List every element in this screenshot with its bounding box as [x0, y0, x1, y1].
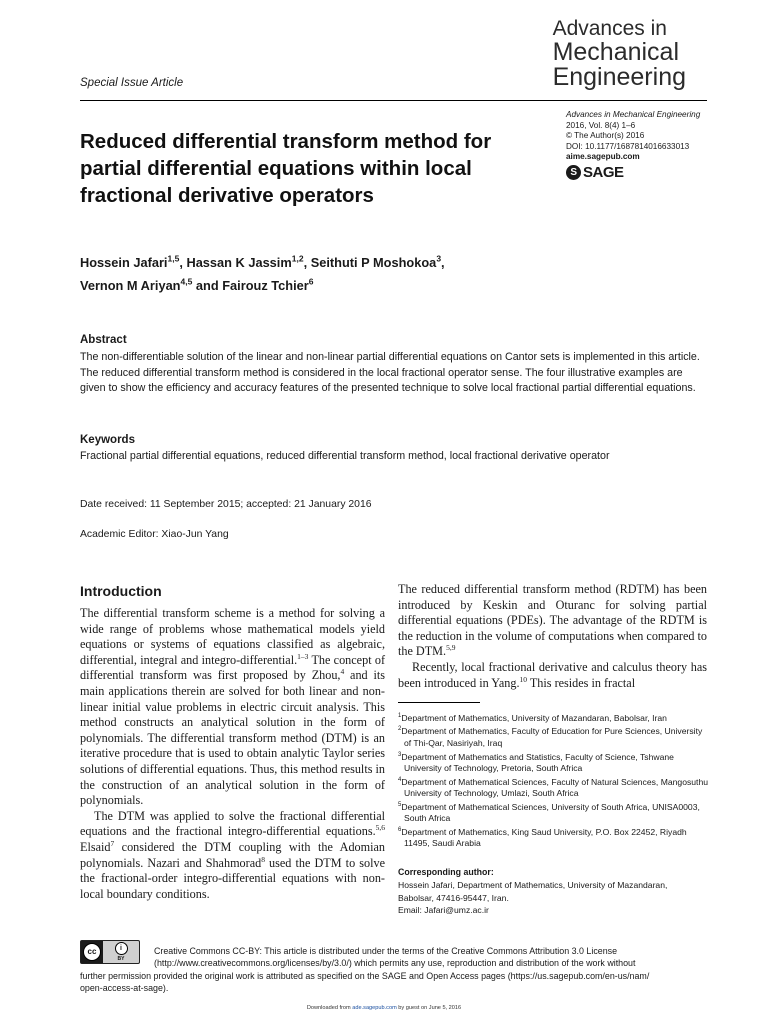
- paragraph: The differential transform scheme is a method for solving a wide range of problems whose mathematical models yield equations or systems of equations classified as algebraic, differential, integral and integro-differential.$^{1-3}$ The concept of differential transform was first proposed by Zhou,$^4$ and its main applications therein are solved for both linear and non-linear initial value problems in electric circuit analysis. This method constructs an analytical solution in the form of polynomials. The differential transform method (DTM) is an iterative procedure that is used to obtain analytic Taylor series solutions of differential equations. Thus, this method results in the construction of an analytical solution in the form of polynomials.: [80, 606, 386, 808]
- journal-info-title: Advances in Mechanical Engineering: [566, 110, 701, 119]
- citation[interactable]: 8: [261, 854, 265, 864]
- journal-info-site[interactable]: aime.sagepub.com: [566, 152, 640, 162]
- footnote-divider: [398, 702, 480, 703]
- author: Fairouz Tchier$^6$: [222, 276, 314, 293]
- abstract-text: The non-differentiable solution of the linear and non-linear partial differential equations on Cantor sets is implemented in this article. The reduced differential transform method is considered in the local fractional operator sense. The four illustrative examples are given to show the efficiency and accuracy features of the presented technique to solve local fractional partial differential equations.: [80, 351, 700, 395]
- affiliation: $^4$Department of Mathematical Sciences, Faculty of Natural Sciences, Mangosuthu University of Technology, Umlazi, South Africa: [398, 776, 708, 798]
- affiliations: [398, 711, 708, 850]
- article-type: Special Issue Article: [80, 77, 184, 89]
- citation[interactable]: 4: [340, 667, 345, 677]
- license-link[interactable]: (http://www.creativecommons.org/licenses/by/3.0/) which permits any use, reproduction and distribution of the work without: [154, 958, 636, 969]
- author: Seithuti P Moshokoa$^3$,: [310, 254, 445, 271]
- corresponding-author: Hossein Jafari, Department of Mathematics, University of Mazandaran, Babolsar, 47416-95447, Iran. Email: Jafari@umz.ac.ir: [398, 879, 708, 917]
- email-link[interactable]: Email: Jafari@umz.ac.ir: [398, 905, 489, 916]
- affiliation: $^5$Department of Mathematical Sciences, University of South Africa, UNISA0003, South Africa: [398, 801, 700, 824]
- journal-info-volume: 2016, Vol. 8(4) 1–6: [566, 120, 636, 130]
- affiliation: $^1$Department of Mathematics, University of Mazandaran, Babolsar, Iran: [398, 712, 667, 723]
- sage-s-icon: S: [566, 165, 581, 180]
- journal-logo-line: Mechanical: [552, 38, 680, 66]
- author: Hassan K Jassim$^{1,2}$,: [186, 254, 311, 271]
- keywords-text: Fractional partial differential equations, reduced differential transform method, local fractional derivative operator: [80, 450, 610, 462]
- citation[interactable]: 5,6: [375, 823, 385, 833]
- affiliation: $^6$Department of Mathematics, King Saud University, P.O. Box 22452, Riyadh 11495, Saudi Arabia: [398, 826, 687, 849]
- by-label: BY: [117, 956, 125, 962]
- citation[interactable]: 7: [110, 838, 115, 848]
- abstract-heading: Abstract: [80, 334, 127, 346]
- journal-logo-line: Advances in: [552, 17, 667, 40]
- citation[interactable]: 10: [519, 674, 528, 684]
- sage-logo: [566, 164, 624, 181]
- academic-editor: Academic Editor: Xiao-Jun Yang: [80, 529, 229, 540]
- journal-info-copyright: © The Author(s) 2016: [566, 131, 645, 141]
- journal-logo: [553, 18, 686, 90]
- affiliation: $^3$Department of Mathematics and Statistics, Faculty of Science, Tshwane University of Technology, Pretoria, South Africa: [398, 751, 674, 773]
- journal-info: [566, 110, 700, 163]
- download-link[interactable]: ade.sagepub.com: [352, 1005, 397, 1011]
- author-list: [80, 250, 540, 295]
- license-text: Creative Commons CC-BY: This article is distributed under the terms of the Creative Commons Attribution 3.0 License (http://www.creativecommons.org/licenses/by/3.0/) which permits any use, reproduction and distribution of the work without further permission provided the original work is attributed as specified on the SAGE and Open Access pages (https://us.sagepub.com/en-us/nam/ open-access-at-sage).: [80, 945, 707, 994]
- publisher-name: SAGE: [583, 164, 624, 181]
- journal-info-doi[interactable]: DOI: 10.1177/1687814016633013: [566, 141, 690, 151]
- download-note: Downloaded from ade.sagepub.com by guest on June 5, 2016: [306, 1005, 462, 1011]
- citation[interactable]: 1–3: [297, 651, 309, 661]
- paragraph: The reduced differential transform method (RDTM) has been introduced by Keskin and Oturanc for solving partial differential equations (PDEs). The advantage of the RDTM is the reduction in the volume of computations when compared to the DTM.$^{5,9}$: [398, 582, 708, 659]
- body-column-left: [80, 606, 385, 902]
- paragraph: The DTM was applied to solve the fractional differential equations and the fractional integro-differential equations.$^{5,6}$ Elsaid$^7$ considered the DTM coupling with the Adomian polynomials. Nazari and Shahmorad$^8$ used the DTM to solve the fractional-order integro-differential equations with non-local boundary conditions.: [80, 808, 385, 901]
- author: Hossein Jafari$^{1,5}$,: [80, 254, 187, 271]
- author: Vernon M Ariyan$^{4,5}$ and: [80, 276, 223, 293]
- cc-icon: cc: [83, 943, 101, 961]
- affiliation: $^2$Department of Mathematics, Faculty of Education for Pure Sciences, University of Thi-Qar, Nasiriyah, Iraq: [398, 726, 703, 748]
- paragraph: Recently, local fractional derivative and calculus theory has been introduced in Yang.$^{10}$ This resides in fractal: [398, 659, 707, 690]
- citation[interactable]: 5,9: [446, 643, 456, 653]
- section-heading-introduction: Introduction: [80, 583, 162, 599]
- header-divider: [80, 100, 707, 101]
- corresponding-author-heading: Corresponding author:: [398, 867, 494, 877]
- paper-title: Reduced differential transform method for partial differential equations within local fractional derivative operators: [80, 130, 492, 207]
- journal-logo-line: Engineering: [552, 63, 686, 91]
- keywords-heading: Keywords: [80, 434, 135, 446]
- person-icon: i: [115, 942, 128, 955]
- dates: Date received: 11 September 2015; accepted: 21 January 2016: [80, 499, 372, 510]
- body-column-right: [398, 582, 707, 691]
